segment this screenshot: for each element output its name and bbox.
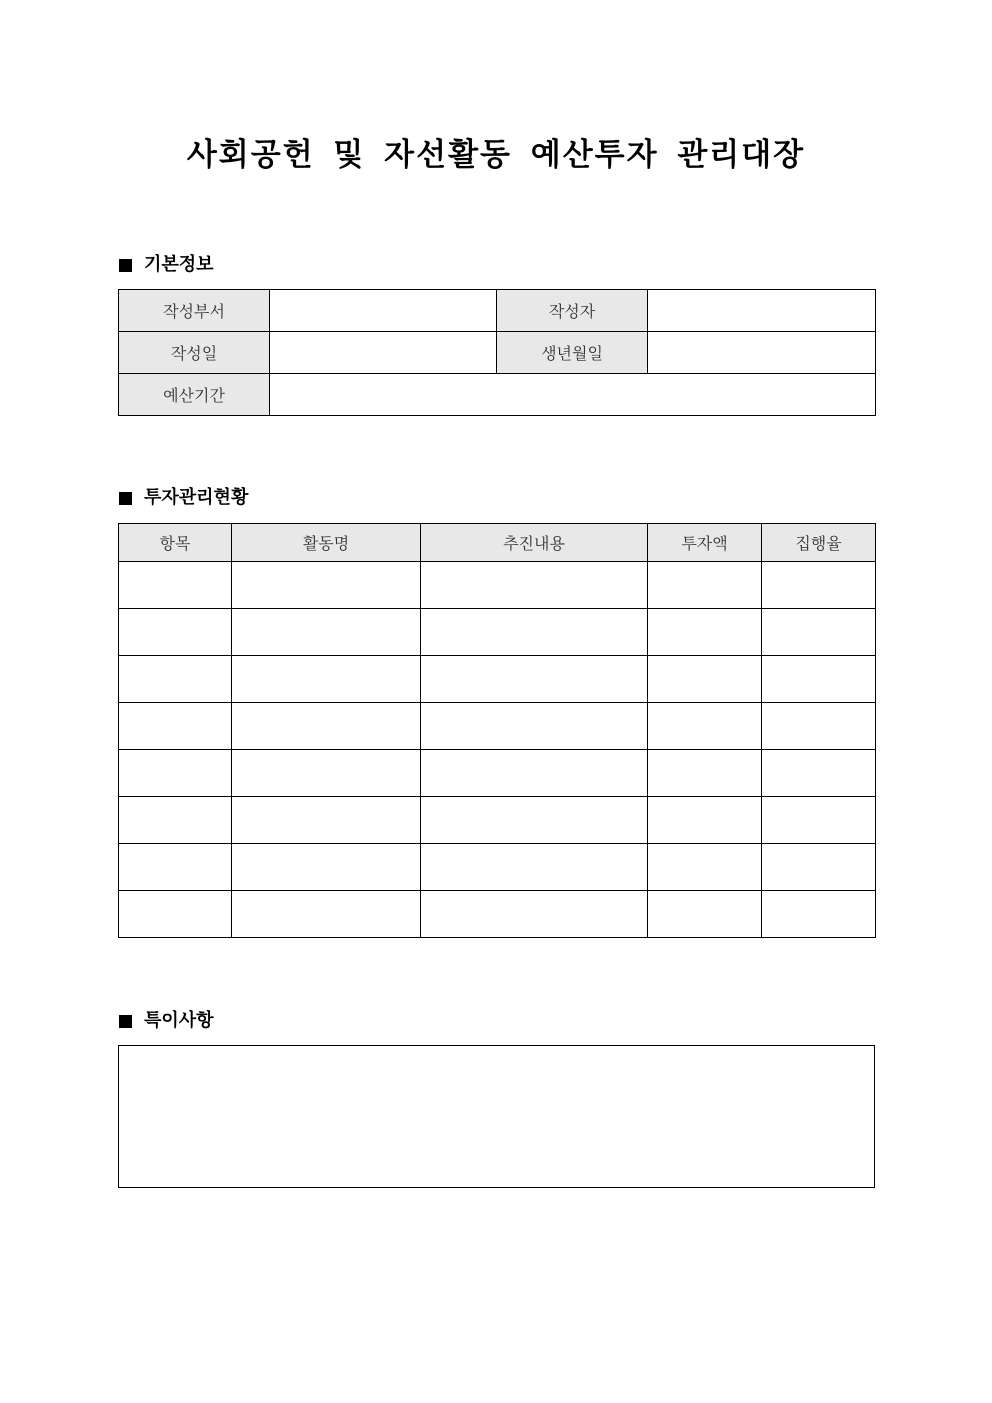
cell-content[interactable] (421, 750, 648, 797)
cell-rate[interactable] (762, 609, 876, 656)
cell-content[interactable] (421, 844, 648, 891)
cell-amount[interactable] (648, 562, 762, 609)
table-row (119, 844, 876, 891)
cell-rate[interactable] (762, 891, 876, 938)
square-bullet-icon (119, 259, 132, 272)
cell-content[interactable] (421, 797, 648, 844)
table-row (119, 562, 876, 609)
period-label: 예산기간 (119, 374, 270, 416)
section-heading-basic (119, 253, 214, 277)
basic-info-row (119, 374, 876, 416)
cell-item[interactable] (119, 703, 232, 750)
cell-item[interactable] (119, 750, 232, 797)
cell-rate[interactable] (762, 797, 876, 844)
section-heading-invest (119, 486, 248, 510)
cell-amount[interactable] (648, 656, 762, 703)
section-heading-notes-label: 특이사항 (144, 1010, 214, 1031)
author-field[interactable] (648, 290, 876, 332)
cell-rate[interactable] (762, 656, 876, 703)
cell-activity[interactable] (232, 891, 421, 938)
cell-activity[interactable] (232, 797, 421, 844)
birth-field[interactable] (648, 332, 876, 374)
cell-activity[interactable] (232, 656, 421, 703)
square-bullet-icon (119, 492, 132, 505)
cell-item[interactable] (119, 562, 232, 609)
cell-content[interactable] (421, 656, 648, 703)
author-label: 작성자 (497, 290, 648, 332)
cell-item[interactable] (119, 891, 232, 938)
notes-field[interactable] (118, 1045, 875, 1188)
cell-item[interactable] (119, 656, 232, 703)
cell-rate[interactable] (762, 844, 876, 891)
cell-rate[interactable] (762, 562, 876, 609)
table-header-row (119, 524, 876, 562)
dept-field[interactable] (270, 290, 497, 332)
cell-amount[interactable] (648, 609, 762, 656)
col-header-item: 항목 (119, 524, 232, 562)
table-row (119, 609, 876, 656)
table-row (119, 703, 876, 750)
investment-table (118, 523, 876, 938)
basic-info-row (119, 290, 876, 332)
dept-label: 작성부서 (119, 290, 270, 332)
basic-info-row (119, 332, 876, 374)
col-header-activity: 활동명 (232, 524, 421, 562)
cell-content[interactable] (421, 891, 648, 938)
cell-activity[interactable] (232, 703, 421, 750)
square-bullet-icon (119, 1015, 132, 1028)
table-row (119, 750, 876, 797)
section-heading-notes (119, 1009, 214, 1033)
col-header-amount: 투자액 (648, 524, 762, 562)
cell-rate[interactable] (762, 703, 876, 750)
birth-label: 생년월일 (497, 332, 648, 374)
col-header-content: 추진내용 (421, 524, 648, 562)
page-title: 사회공헌 및 자선활동 예산투자 관리대장 (186, 137, 806, 173)
cell-content[interactable] (421, 609, 648, 656)
cell-item[interactable] (119, 844, 232, 891)
table-row (119, 656, 876, 703)
date-field[interactable] (270, 332, 497, 374)
cell-activity[interactable] (232, 750, 421, 797)
period-field[interactable] (270, 374, 876, 416)
section-heading-basic-label: 기본정보 (144, 254, 214, 275)
date-label: 작성일 (119, 332, 270, 374)
table-row (119, 891, 876, 938)
cell-activity[interactable] (232, 609, 421, 656)
cell-activity[interactable] (232, 844, 421, 891)
table-row (119, 797, 876, 844)
cell-amount[interactable] (648, 891, 762, 938)
cell-activity[interactable] (232, 562, 421, 609)
col-header-rate: 집행율 (762, 524, 876, 562)
cell-item[interactable] (119, 797, 232, 844)
basic-info-table (118, 289, 876, 416)
cell-amount[interactable] (648, 844, 762, 891)
cell-amount[interactable] (648, 703, 762, 750)
cell-content[interactable] (421, 562, 648, 609)
cell-amount[interactable] (648, 797, 762, 844)
section-heading-invest-label: 투자관리현황 (144, 487, 249, 508)
cell-rate[interactable] (762, 750, 876, 797)
cell-content[interactable] (421, 703, 648, 750)
cell-amount[interactable] (648, 750, 762, 797)
cell-item[interactable] (119, 609, 232, 656)
